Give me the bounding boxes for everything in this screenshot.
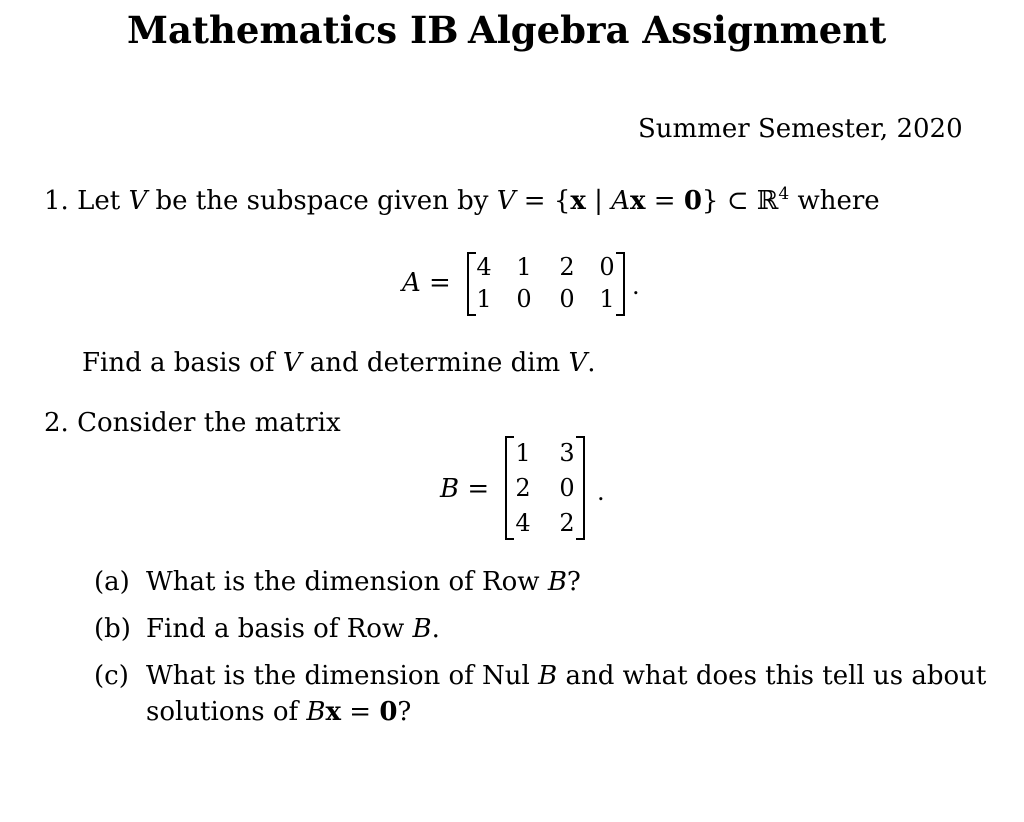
matrix-A-cell: 1 (476, 285, 492, 313)
left-brace: { (553, 186, 571, 216)
part-c-text-line1: What is the dimension of Nul B and what does this tell us about (146, 661, 987, 691)
equals-sign-2: = (653, 186, 676, 216)
matrix-B-period: . (597, 478, 605, 506)
find-text: Find a basis of (82, 348, 275, 378)
dimension-exponent: 4 (778, 184, 790, 204)
matrix-B-cell: 1 (515, 439, 531, 467)
part-c-text-line2: solutions of Bx = 0? (146, 697, 412, 727)
problem-2-number: 2. (44, 408, 69, 438)
problem-2-intro: Consider the matrix (77, 408, 341, 438)
problem-2-statement (44, 408, 341, 438)
right-brace: } (701, 186, 719, 216)
part-a-var: B (547, 567, 567, 597)
vector-x: x (570, 186, 586, 216)
part-c-var: B (538, 661, 558, 691)
matrix-A-cell: 0 (559, 285, 575, 313)
assignment-title: Algebra Assignment (468, 8, 887, 52)
problem-1-intro: Let (77, 186, 121, 216)
and-text: and determine dim (309, 348, 561, 378)
matrix-A-cell: 0 (599, 253, 615, 281)
part-c-var2: B (306, 697, 326, 727)
part-c-vector-x: x (325, 697, 341, 727)
zero-vector: 0 (683, 186, 702, 216)
equals-sign: = (523, 186, 546, 216)
matrix-A-cell: 2 (559, 253, 575, 281)
matrix-A-cell: 0 (516, 285, 532, 313)
problem-1-text: be the subspace given by (155, 186, 489, 216)
part-c-zero: 0 (379, 697, 398, 727)
part-b-var: B (412, 614, 432, 644)
problem-1-number: 1. (44, 186, 69, 216)
real-numbers: ℝ (756, 186, 779, 216)
matrix-B (505, 436, 585, 540)
course-title: Mathematics IB (127, 8, 459, 52)
matrix-A (467, 252, 625, 316)
var-V: V (128, 186, 148, 216)
problem-1-question: Find a basis of V and determine dim V. (82, 348, 596, 378)
part-b-label: (b) (94, 614, 131, 644)
matrix-A-period: . (632, 272, 640, 300)
matrix-A-cell: 1 (599, 285, 615, 313)
where-word: where (797, 186, 880, 216)
part-a-label: (a) (94, 567, 130, 597)
subset-symbol: ⊂ (726, 186, 749, 216)
part-a-text: What is the dimension of Row B? (146, 567, 581, 597)
find-V: V (282, 348, 302, 378)
matrix-B-cell: 3 (559, 439, 575, 467)
matrix-B-cell: 0 (559, 474, 575, 502)
problem-1-statement (44, 184, 880, 216)
var-A: A (611, 186, 630, 216)
semester-label: Summer Semester, 2020 (638, 114, 963, 144)
matrix-B-cell: 2 (559, 509, 575, 537)
set-V: V (496, 186, 516, 216)
dim-V: V (568, 348, 588, 378)
vector-x-2: x (629, 186, 646, 216)
matrix-B-cell: 4 (515, 509, 531, 537)
part-c-label: (c) (94, 661, 129, 691)
matrix-A-cell: 1 (516, 253, 532, 281)
part-b-text: Find a basis of Row B. (146, 614, 440, 644)
matrix-A-label: A = (402, 268, 451, 298)
matrix-B-label: B = (440, 474, 490, 504)
matrix-B-cell: 2 (515, 474, 531, 502)
set-bar: | (594, 186, 603, 216)
matrix-A-cell: 4 (476, 253, 492, 281)
